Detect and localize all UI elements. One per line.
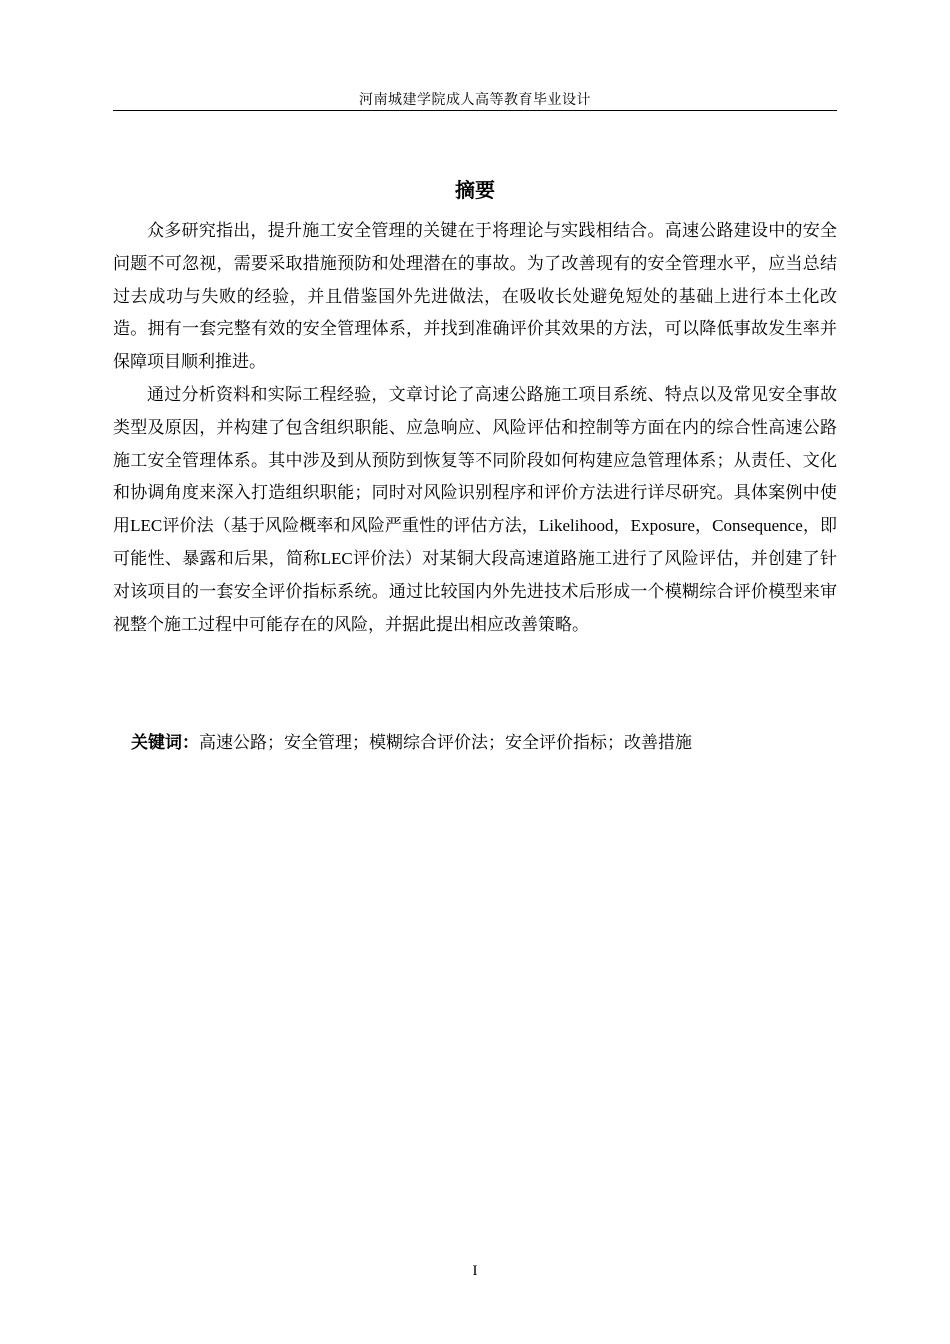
keywords-text: 高速公路；安全管理；模糊综合评价法；安全评价指标；改善措施 [199,733,692,752]
keywords-label: 关键词： [131,733,199,753]
page-number: I [472,1263,478,1279]
abstract-paragraph: 通过分析资料和实际工程经验，文章讨论了高速公路施工项目系统、特点以及常见安全事故类型及原因，并构建了包含组织职能、应急响应、风险评估和控制等方面在内的综合性高速公路施工安全管理体系。其中涉及到从预防到恢复等不同阶段如何构建应急管理体系；从责任、文化和协调角度来深入打造组织职能；同时对风险识别程序和评价方法进行详尽研究。具体案例中使用LEC评价法（基于风险概率和风险严重性的评估方法，Likelihood，Exposure，Consequence，即可能性、暴露和后果，简称LEC评价法）对某铜大段高速道路施工进行了风险评估，并创建了针对该项目的一套安全评价指标系统。通过比较国内外先进技术后形成一个模糊综合评价模型来审视整个施工过程中可能存在的风险，并据此提出相应改善策略。 [113,384,837,634]
abstract-title: 摘要 [455,178,495,202]
abstract-body [113,215,837,641]
abstract-paragraph: 众多研究指出，提升施工安全管理的关键在于将理论与实践相结合。高速公路建设中的安全问题不可忽视，需要采取措施预防和处理潜在的事故。为了改善现有的安全管理水平，应当总结过去成功与失败的经验，并且借鉴国外先进做法，在吸收长处避免短处的基础上进行本土化改造。拥有一套完整有效的安全管理体系，并找到准确评价其效果的方法，可以降低事故发生率并保障项目顺利推进。 [113,221,837,372]
keywords-line [131,728,837,758]
header-rule [113,110,837,111]
running-header: 河南城建学院成人高等教育毕业设计 [359,93,591,108]
